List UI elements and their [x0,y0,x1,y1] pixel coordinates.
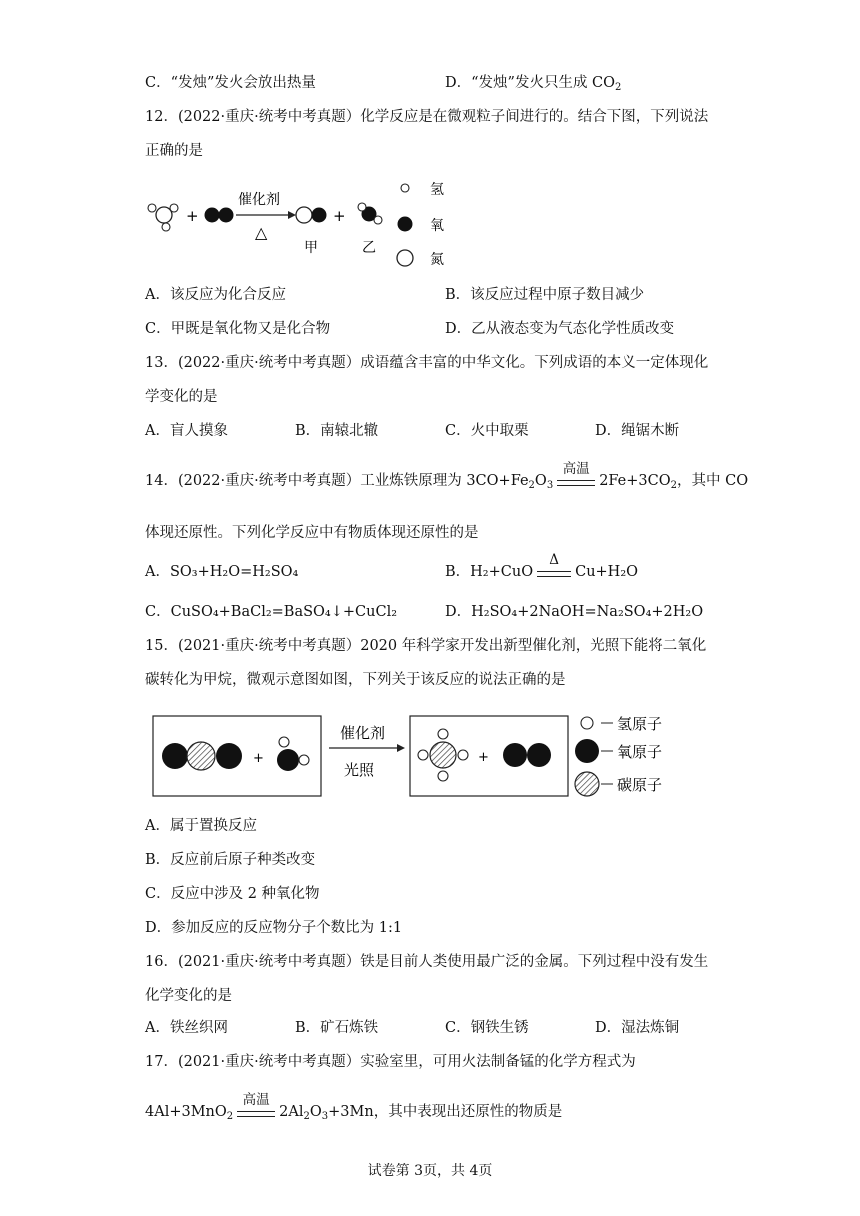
q14-stem-line1: 14．(2022·重庆·统考中考真题）工业炼铁原理为 $3CO+Fe_2O_3$ 高温 $2Fe+3CO_2$，其中 CO [145,461,749,491]
q14-condition: 高温 [554,471,598,491]
q15-h2o-molecule [277,737,309,771]
page-footer: 试卷第 3页，共 4页 [367,1163,493,1179]
q16-option-c: C．钢铁生锈 [445,1020,529,1036]
q17-equation-line: 4Al+3MnO$_2$ 高温 $2Al_2O_3+3Mn$，其中表现出还原性的物质是 [145,1092,563,1122]
q15-stem-line1: 15．(2021·重庆·统考中考真题）2020 年科学家开发出新型催化剂，光照下能将二氧化 [145,638,707,654]
q15-ch4-molecule [418,729,468,781]
q15-reaction-diagram [145,708,690,808]
q13-option-a: A．盲人摸象 [145,423,228,439]
q12-option-c: C．甲既是氧化物又是化合物 [145,321,331,337]
q14-option-a: A．SO₃+H₂O=H₂SO₄ [145,564,299,580]
q12-option-d: D．乙从液态变为气态化学性质改变 [445,321,675,337]
q13-option-b: B．南辕北辙 [295,423,379,439]
q13-option-d: D．绳锯木断 [595,423,680,439]
q12-product-b-label: 乙 [362,240,376,256]
q11-option-c: C．“发烛”发火会放出热量 [145,75,316,91]
q12-option-b: B．该反应过程中原子数目减少 [445,287,645,303]
q15-option-b: B．反应前后原子种类改变 [145,852,316,868]
q14-option-c: C．CuSO₄+BaCl₂=BaSO₄↓+CuCl₂ [145,604,398,620]
q17-condition: 高温 [234,1102,278,1122]
q14-stem-line2: 体现还原性。下列化学反应中有物质体现还原性的是 [145,525,479,541]
q14-option-d: D．H₂SO₄+2NaOH=Na₂SO₄+2H₂O [445,604,704,620]
q15-legend-c: 碳原子 [617,776,663,794]
q12-product-a-label: 甲 [304,240,318,256]
q12-stem-line2: 正确的是 [145,143,203,159]
q15-co2-molecule [162,742,242,770]
q12-stem-line1: 12．(2022·重庆·统考中考真题）化学反应是在微观粒子间进行的。结合下图，下列说法 [145,109,709,125]
q12-reaction-diagram [140,172,470,272]
q15-o2-molecule [503,743,551,767]
q15-catalyst-label: 催化剂 [340,724,386,742]
q12-legend-o: 氧 [430,218,444,234]
q12-product-molecule-b [358,203,382,224]
q12-reactant-molecule-2 [205,208,234,223]
svg-text:+: + [333,207,346,225]
q16-option-a: A．铁丝织网 [145,1020,228,1036]
q13-stem-line1: 13．(2022·重庆·统考中考真题）成语蕴含丰富的中华文化。下列成语的本义一定体现化 [145,355,709,371]
q15-option-a: A．属于置换反应 [145,818,257,834]
q12-option-a: A．该反应为化合反应 [145,287,286,303]
q11-option-d: D．“发烛”发火只生成 $CO_2$ [445,75,622,93]
q16-stem-line2: 化学变化的是 [145,988,232,1004]
q15-option-d: D．参加反应的反应物分子个数比为 1:1 [145,920,403,936]
q12-reactant-molecule-1 [148,204,178,231]
q15-light-label: 光照 [344,761,375,779]
svg-text:+: + [253,751,264,766]
q16-stem-line1: 16．(2021·重庆·统考中考真题）铁是目前人类使用最广泛的金属。下列过程中没有发生 [145,954,709,970]
q16-option-b: B．矿石炼铁 [295,1020,379,1036]
q13-stem-line2: 学变化的是 [145,389,218,405]
q15-option-c: C．反应中涉及 2 种氧化物 [145,886,320,902]
q15-legend-h: 氢原子 [617,715,663,733]
q12-legend-n: 氮 [430,252,444,268]
svg-text:+: + [478,750,489,765]
q12-product-molecule-a [296,207,327,223]
q17-stem-line1: 17．(2021·重庆·统考中考真题）实验室里，可用火法制备锰的化学方程式为 [145,1054,636,1070]
q12-legend-h: 氢 [430,182,444,198]
q12-catalyst-label: 催化剂 [238,192,280,208]
q13-option-c: C．火中取栗 [445,423,529,439]
q12-heat-symbol: △ [255,223,268,242]
q16-option-d: D．湿法炼铜 [595,1020,680,1036]
q14-option-b: B．H₂+CuO Δ Cu+H₂O [445,552,639,580]
svg-text:+: + [186,207,199,225]
q15-legend-o: 氧原子 [617,743,663,761]
q15-stem-line2: 碳转化为甲烷，微观示意图如图，下列关于该反应的说法正确的是 [145,672,566,688]
